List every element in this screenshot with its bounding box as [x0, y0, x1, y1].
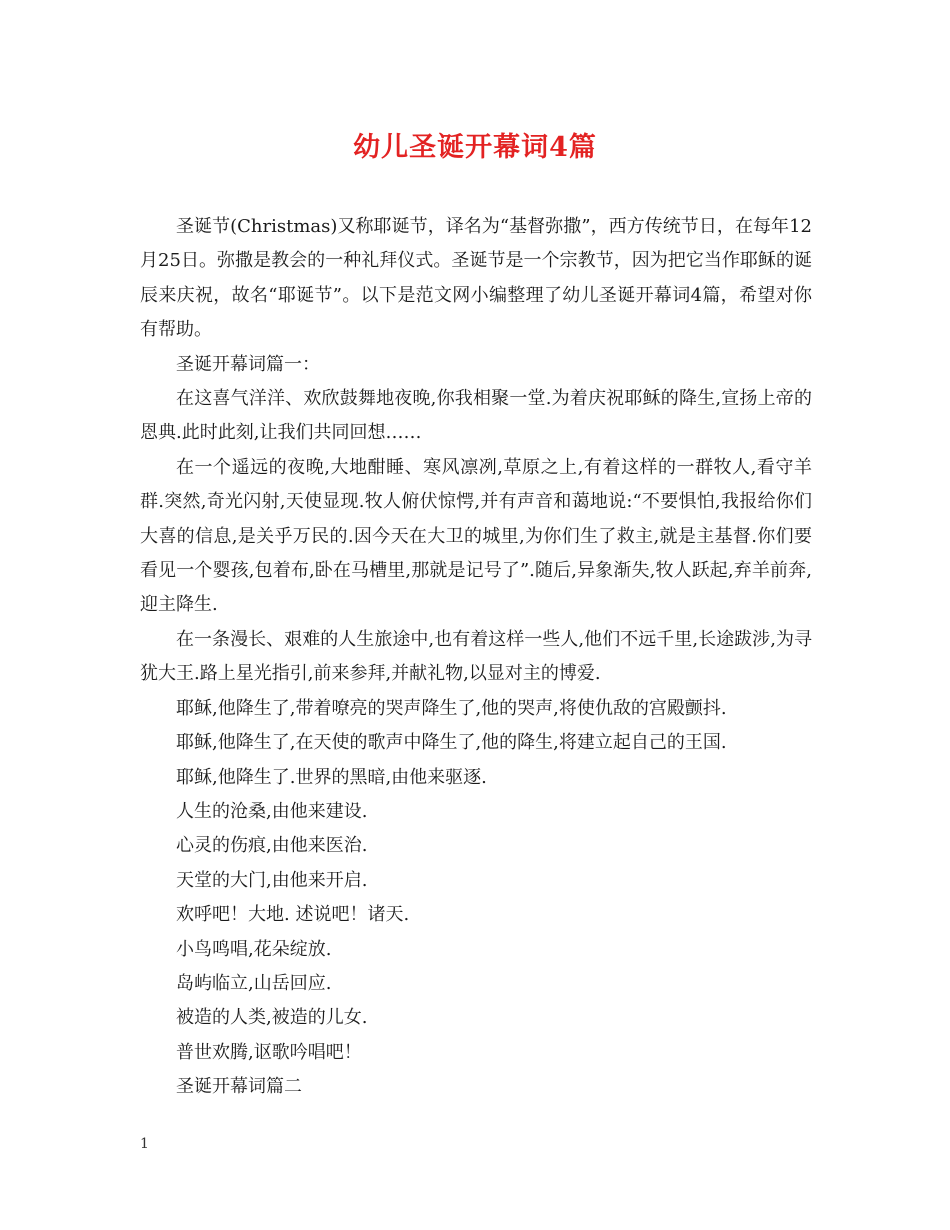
- paragraph: 心灵的伤痕,由他来医治.: [176, 835, 368, 857]
- page-number: 1: [140, 1136, 149, 1152]
- document-title: 幼儿圣诞开幕词4篇: [353, 132, 597, 163]
- document-body: [140, 210, 812, 1105]
- paragraph: 小鸟鸣唱,花朵绽放.: [176, 938, 332, 960]
- paragraph: 在一个遥远的夜晚,大地酣睡、寒风凛冽,草原之上,有着这样的一群牧人,看守羊群.突然,奇光闪射,天使显现.牧人俯伏惊愕,并有声音和蔼地说:“不要惧怕,我报给你们大喜的信息,是关乎万民的.因今天在大卫的城里,为你们生了救主,就是主基督.你们要看见一个婴孩,包着布,卧在马槽里,那就是记号了”.随后,异象渐失,牧人跃起,弃羊前奔,迎主降生.: [140, 456, 812, 616]
- paragraph: 人生的沧桑,由他来建设.: [176, 800, 368, 822]
- paragraph: 耶稣,他降生了.世界的黑暗,由他来驱逐.: [176, 766, 487, 788]
- paragraph: 欢呼吧！大地. 述说吧！诸天.: [176, 904, 410, 926]
- paragraph: 在一条漫长、艰难的人生旅途中,也有着这样一些人,他们不远千里,长途跋涉,为寻犹大王.路上星光指引,前来参拜,并献礼物,以显对主的博爱.: [140, 628, 812, 685]
- paragraph: 耶稣,他降生了,带着嘹亮的哭声降生了,他的哭声,将使仇敌的宫殿颤抖.: [176, 697, 727, 719]
- section-heading-1: 圣诞开幕词篇一：: [176, 353, 320, 375]
- paragraph: 在这喜气洋洋、欢欣鼓舞地夜晚,你我相聚一堂.为着庆祝耶稣的降生,宣扬上帝的恩典.此时此刻,让我们共同回想……: [140, 388, 812, 444]
- paragraph: 岛屿临立,山岳回应.: [176, 972, 332, 994]
- paragraph: 普世欢腾,讴歌吟唱吧！: [176, 1041, 362, 1063]
- paragraph: 被造的人类,被造的儿女.: [176, 1007, 368, 1029]
- section-heading-2: 圣诞开幕词篇二: [176, 1076, 302, 1098]
- paragraph: 天堂的大门,由他来开启.: [176, 869, 368, 891]
- paragraph: 耶稣,他降生了,在天使的歌声中降生了,他的降生,将建立起自己的王国.: [176, 732, 727, 754]
- paragraph-intro: 圣诞节(Christmas)又称耶诞节，译名为“基督弥撒”，西方传统节日，在每年12月25日。弥撒是教会的一种礼拜仪式。圣诞节是一个宗教节，因为把它当作耶稣的诞辰来庆祝，故名“耶诞节”。以下是范文网小编整理了幼儿圣诞开幕词4篇，希望对你有帮助。: [140, 216, 812, 341]
